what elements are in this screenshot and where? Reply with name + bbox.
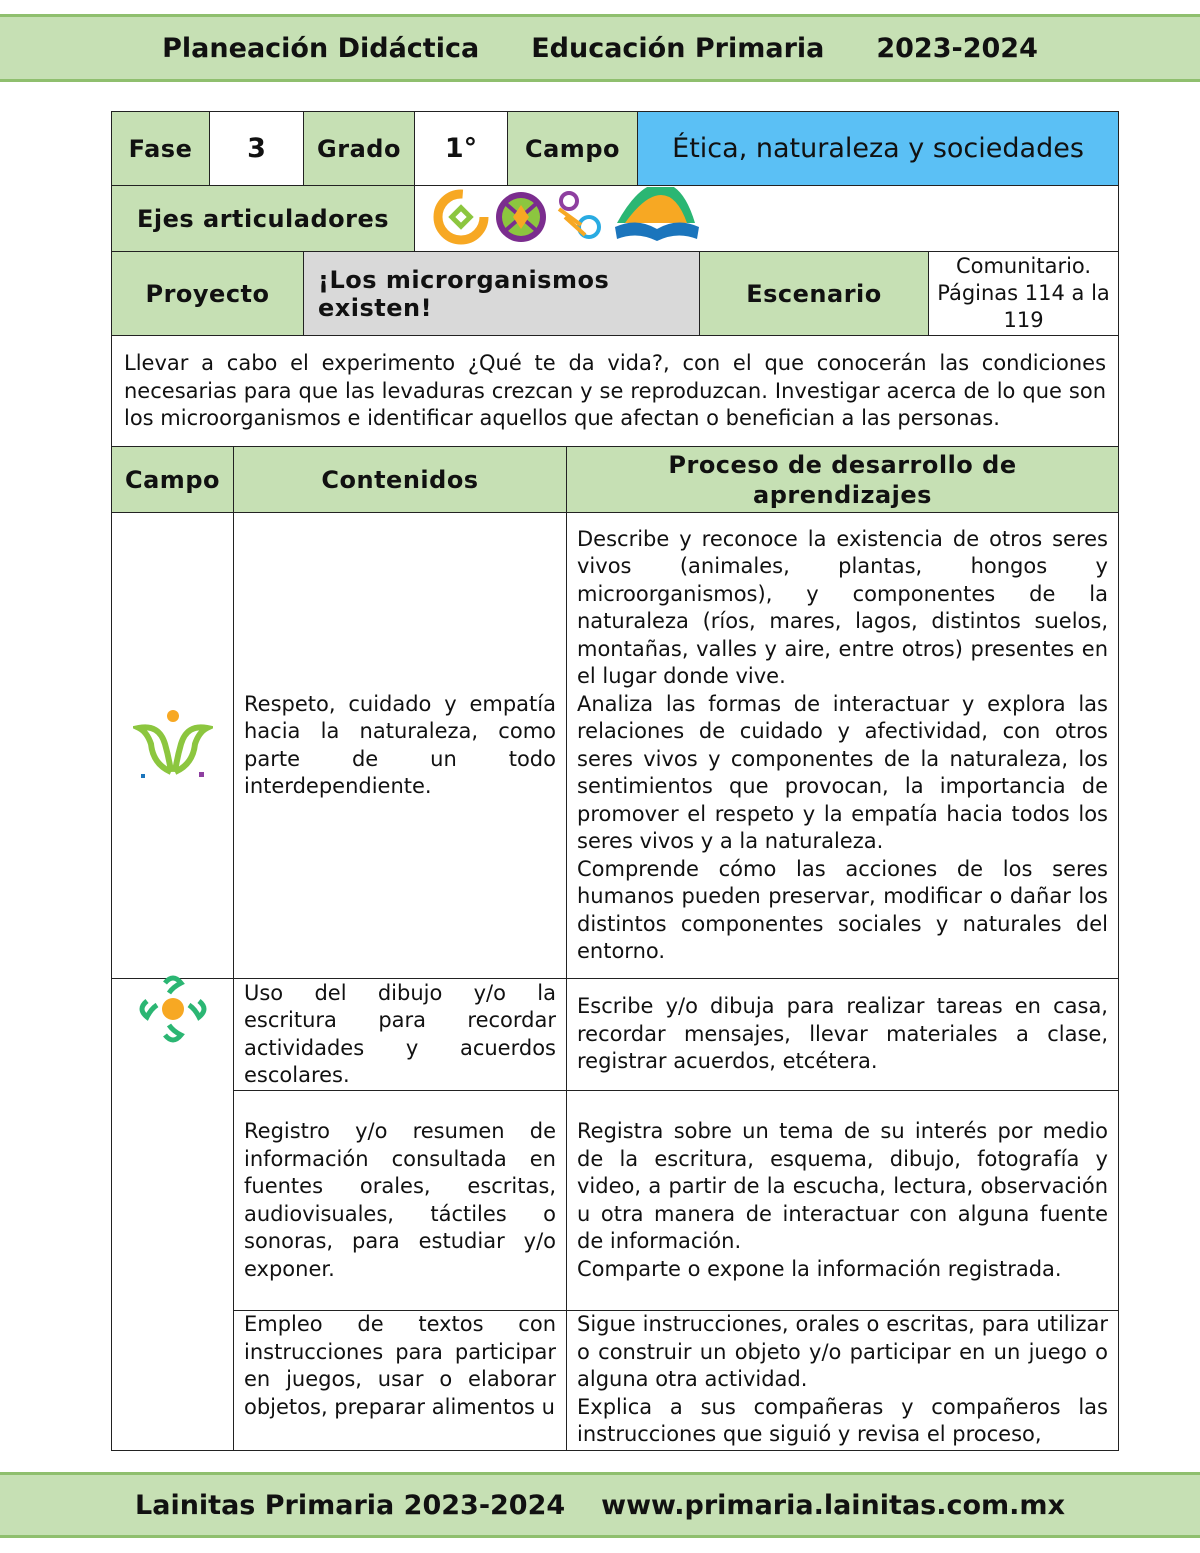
fase-value: 3 [210, 112, 304, 186]
grado-value: 1° [415, 112, 508, 186]
header-banner [0, 14, 1200, 82]
proyecto-value: ¡Los microrganismos existen! [304, 252, 700, 336]
header-year: 2023-2024 [876, 32, 1038, 64]
col-proceso: Proceso de desarrollo de aprendizajes [567, 447, 1119, 513]
proceso-paragraph: Comparte o expone la información registrada. [577, 1256, 1062, 1281]
contenido-cell: Registro y/o resumen de información consultada en fuentes orales, escritas, audiovisuales, táctiles o sonoras, para estudiar y/o exponer. [234, 1091, 567, 1311]
proceso-paragraph: Escribe y/o dibuja para realizar tareas en casa, recordar mensajes, llevar materiales a clase, registrar acuerdos, etcétera. [577, 994, 1108, 1074]
contenido-cell: Uso del dibujo y/o la escritura para recordar actividades y acuerdos escolares. [234, 979, 567, 1091]
table-row [112, 1091, 1119, 1311]
col-campo: Campo [112, 447, 234, 513]
lectura-icon [615, 187, 699, 241]
table-row [112, 513, 1119, 979]
fase-label: Fase [112, 112, 210, 186]
proceso-paragraph: Describe y reconoce la existencia de otros seres vivos (animales, plantas, hongos y microorganismos), y componentes de la naturaleza (ríos, mares, lagos, distintos suelos, montañas, valles y aire, entre otros) presentes en el lugar donde vive. [577, 526, 1108, 688]
saberes-icon [133, 704, 213, 784]
campo-value: Ética, naturaleza y sociedades [638, 112, 1119, 186]
escenario-label: Escenario [700, 252, 929, 336]
lenguajes-icon [133, 969, 213, 1049]
footer-banner [0, 1472, 1200, 1538]
campo-icon-cell [112, 513, 234, 979]
ejes-icons [415, 186, 1119, 252]
ejes-label: Ejes articuladores [112, 186, 415, 252]
campo-icon-cell [112, 979, 234, 1451]
proceso-cell [567, 1311, 1119, 1451]
proceso-paragraph: Sigue instrucciones, orales o escritas, para utilizar o construir un objeto y/o participar en un juego o alguna otra actividad. [577, 1312, 1108, 1391]
header-level: Educación Primaria [531, 32, 825, 64]
project-description: Llevar a cabo el experimento ¿Qué te da vida?, con el que conocerán las condiciones necesarias para que las levaduras crezcan y se reproduzcan. Investigar acerca de lo que son los microorganismos e identificar aquellos que afectan o benefician a las personas. [112, 336, 1119, 448]
content-table [111, 446, 1119, 1451]
proceso-paragraph: Explica a sus compañeras y compañeros las instrucciones que siguió y revisa el proceso, [577, 1394, 1108, 1446]
table-row [112, 979, 1119, 1091]
pensamiento-critico-icon [559, 193, 599, 237]
footer-url[interactable]: www.primaria.lainitas.com.mx [601, 1489, 1065, 1521]
contenido-cell: Respeto, cuidado y empatía hacia la naturaleza, como parte de un todo interdependiente. [234, 513, 567, 979]
proceso-cell [567, 513, 1119, 979]
contenido-cell: Empleo de textos con instrucciones para participar en juegos, usar o elaborar objetos, preparar alimentos u [234, 1311, 567, 1451]
table-row [112, 1311, 1119, 1451]
info-table [111, 111, 1119, 448]
footer-brand: Lainitas Primaria 2023-2024 [135, 1489, 566, 1521]
proceso-paragraph: Registra sobre un tema de su interés por medio de la escritura, esquema, dibujo, fotografía y video, a partir de la escucha, lectura, observación u otra manera de interactuar con alguna fuente de información. [577, 1119, 1108, 1253]
proceso-cell [567, 979, 1119, 1091]
grado-label: Grado [304, 112, 415, 186]
header-title: Planeación Didáctica [162, 32, 480, 64]
campo-label: Campo [508, 112, 638, 186]
col-contenidos: Contenidos [234, 447, 567, 513]
proceso-cell [567, 1091, 1119, 1311]
interculturalidad-icon [496, 192, 546, 242]
inclusion-icon [438, 194, 484, 240]
ejes-icons-strip [429, 187, 699, 247]
escenario-value: Comunitario. Páginas 114 a la 119 [929, 252, 1119, 336]
proyecto-label: Proyecto [112, 252, 304, 336]
proceso-paragraph: Comprende cómo las acciones de los seres humanos pueden preservar, modificar o dañar los distintos componentes sociales y naturales del entorno. [577, 856, 1108, 963]
proceso-paragraph: Analiza las formas de interactuar y explora las relaciones de cuidado y afectividad, con otros seres vivos y componentes de la naturaleza, los sentimientos que provocan, la importancia de promover el respeto y la empatía hacia todos los seres vivos y a la naturaleza. [577, 691, 1108, 853]
